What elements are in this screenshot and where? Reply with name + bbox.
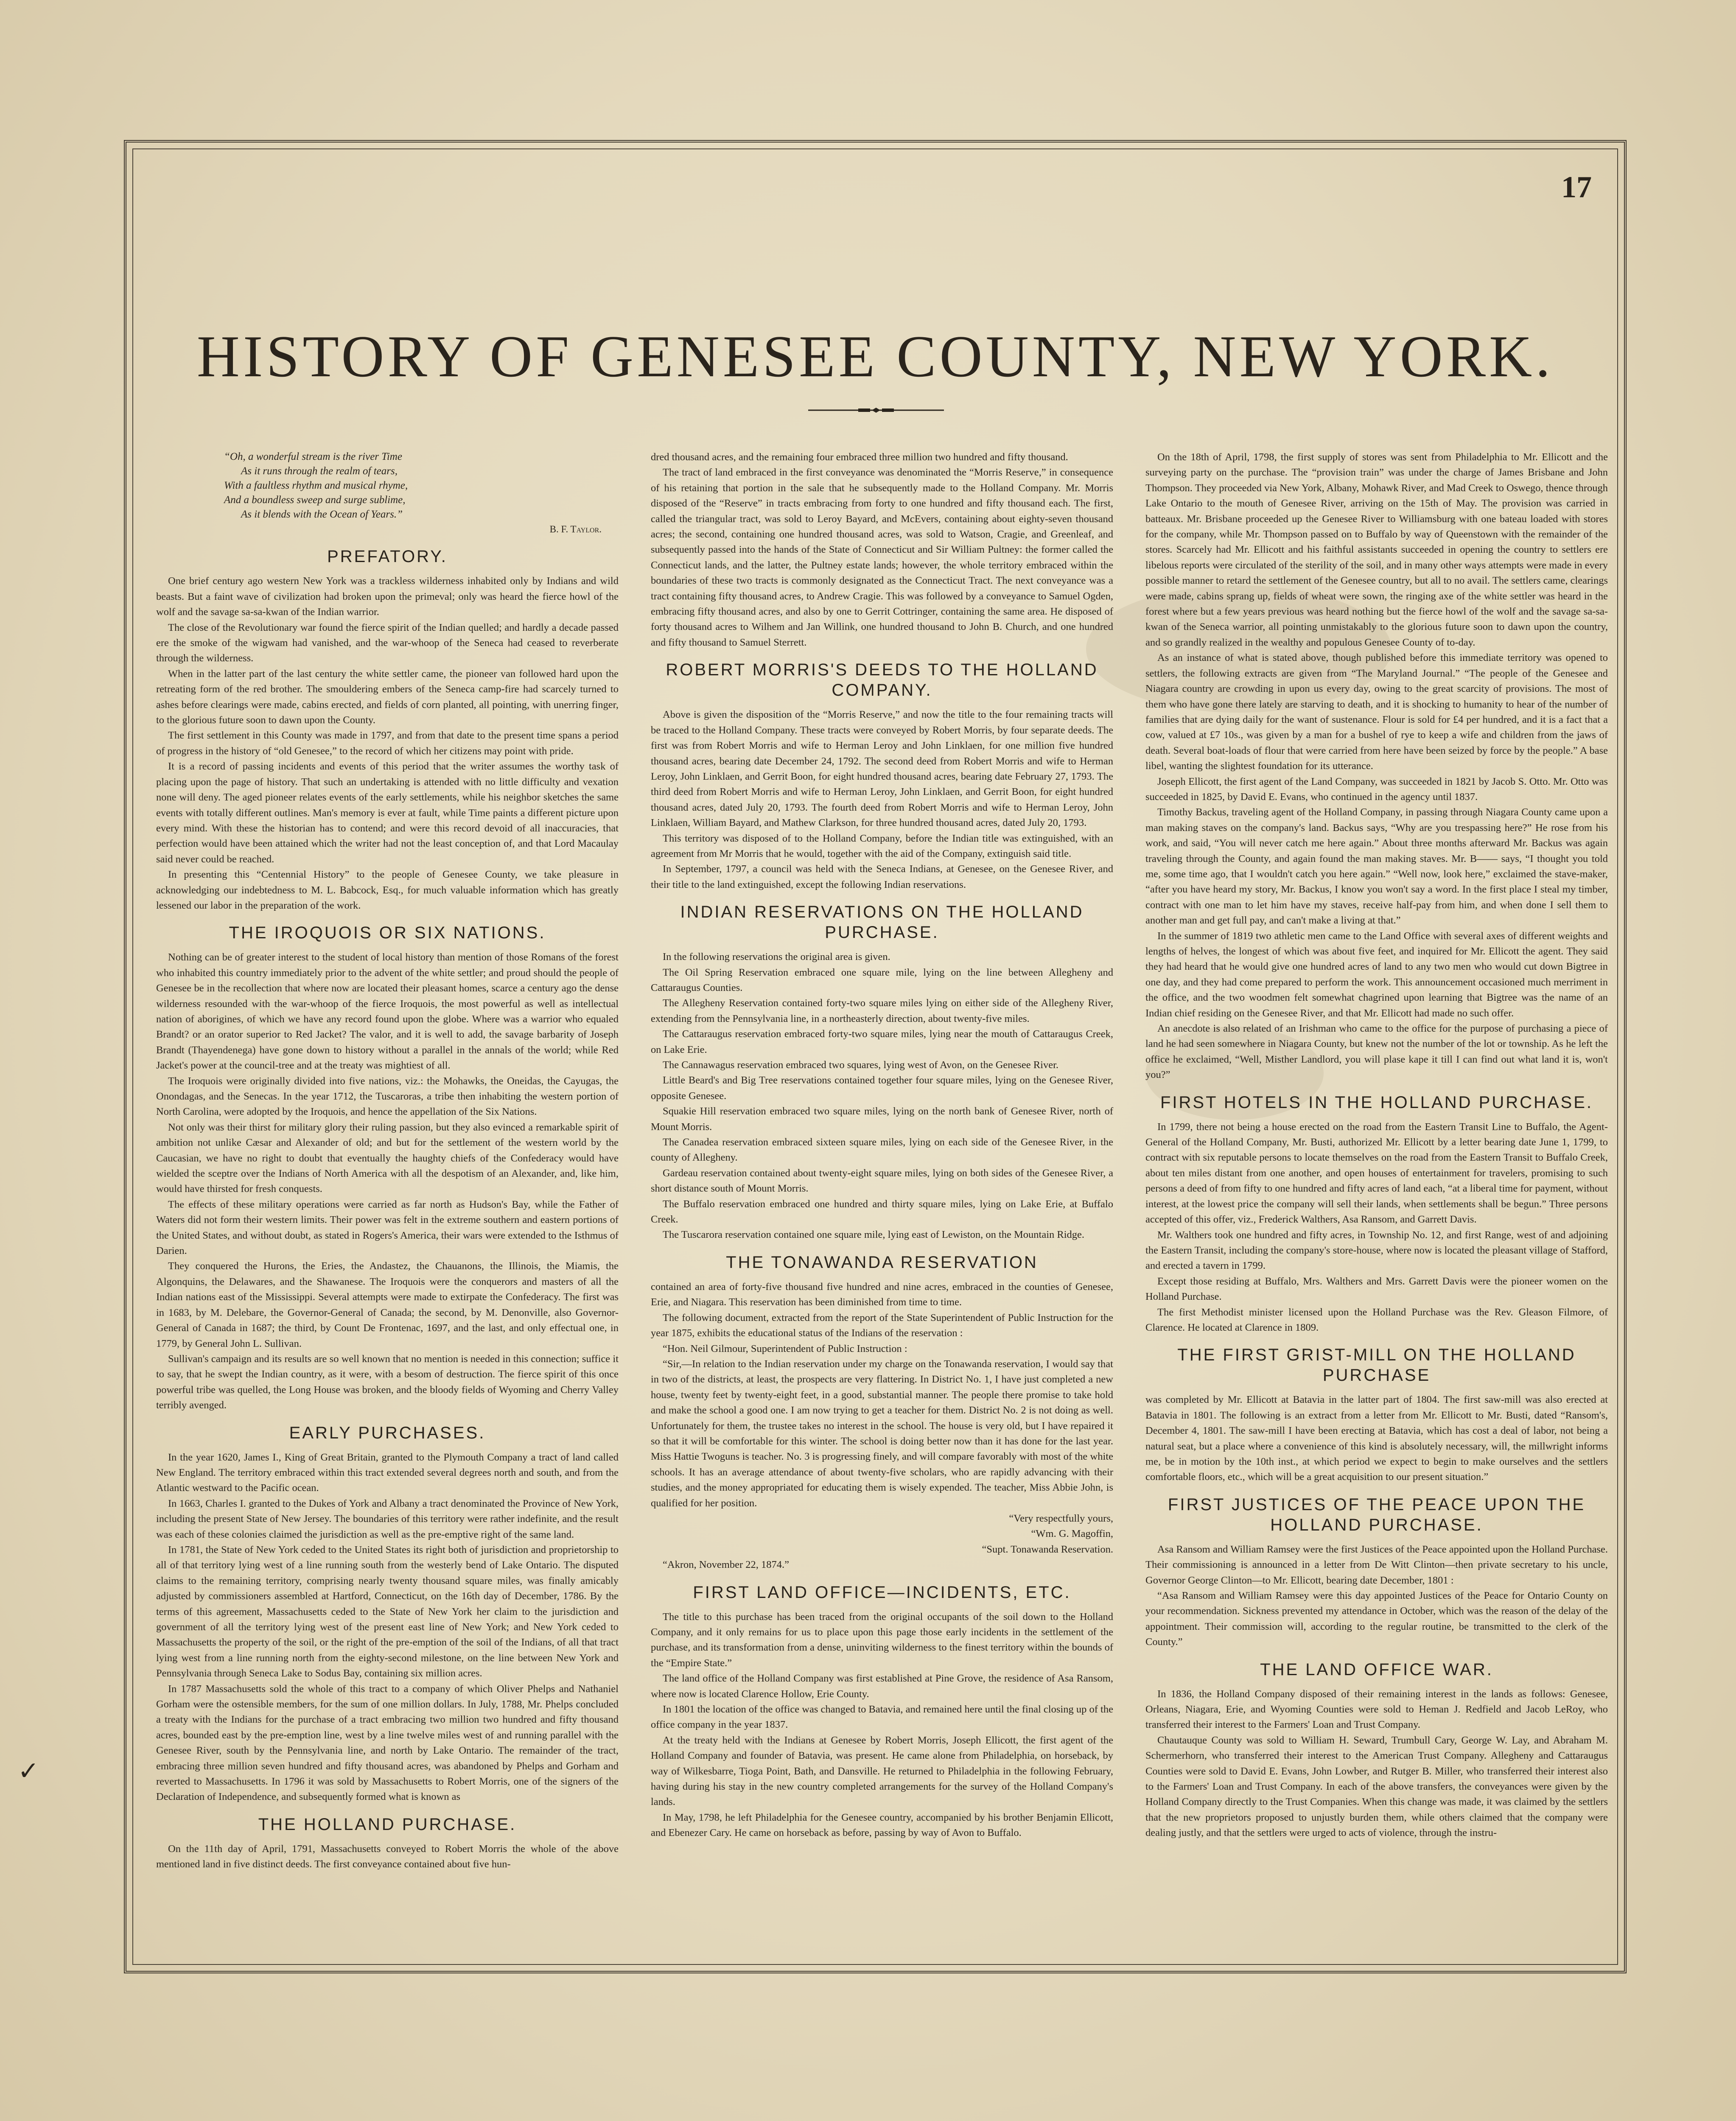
paragraph: contained an area of forty-five thousand five hundred and nine acres, embraced in the counties of Genesee, Erie, and Niagara. This reservation has been diminished from time to time. — [651, 1281, 1113, 1308]
section-heading: THE LAND OFFICE WAR. — [1260, 1660, 1493, 1679]
section-heading: EARLY PURCHASES. — [289, 1423, 486, 1442]
column-middle — [651, 450, 1113, 1841]
epigraph-line: As it runs through the realm of tears, — [241, 465, 398, 477]
paragraph: The tract of land embraced in the first conveyance was denominated the “Morris Reserve,” in consequence of his retaining that portion in the sale that he subsequently made to the Holland Company. Mr. Morris disposed of the “Reserve” in tracts embracing from forty to one hundred and fifty thousand each. The first, called the triangular tract, was sold to Leroy Bayard, and McEvers, containing about eighty-seven thousand acres; the second, containing one hundred thousand acres, was sold to Watson, Cragie, and Greenleaf, and subsequently passed into the hands of the State of Connecticut and Sir William Pultney: the former called the Connecticut lands, and the latter, the Pultney estate lands; however, the whole territory embraced within the boundaries of these two tracts is commonly designated as the Connecticut Tract. The next conveyance was a tract containing fifty thousand acres, to Andrew Cragie. This was followed by a conveyance to Samuel Ogden, embracing fifty thousand acres, and also by one to Gerrit Cottringer, containing the same area. He disposed of forty thousand acres to Wilhem and Jan Willink, one hundred thousand to John B. Church, and one hundred and fifty thousand to Samuel Sterrett. — [651, 467, 1113, 648]
paragraph: The title to this purchase has been traced from the original occupants of the soil down to the Holland Company, and it only remains for us to place upon this page those early incidents in the settlement of the purchase, and its transformation from a dense, uninviting wilderness to the finest territory within the bounds of the “Empire State.” — [651, 1611, 1113, 1669]
paragraph: Little Beard's and Big Tree reservations contained together four square miles, lying on the Genesee River, opposite Genesee. — [651, 1074, 1113, 1102]
section-heading: THE TONAWANDA RESERVATION — [726, 1253, 1038, 1272]
paragraph: Not only was their thirst for military glory their ruling passion, but they also evinced a remarkable spirit of ambition not unlike Cæsar and Alexander of old; and but for the settlement of the western world by the Caucasian, we have no right to doubt that eventually the haughty chiefs of the Confederacy would have wielded the sceptre over the Indians of North America with all the despotism of an Alexander, and, like him, would have thirsted for fresh conquests. — [156, 1121, 619, 1195]
section-heading: THE HOLLAND PURCHASE. — [258, 1815, 517, 1834]
paragraph: Sullivan's campaign and its results are so well known that no mention is needed in this connection; suffice it to say, that he swept the Indian country, as it were, with a besom of destruction. The fierce spirit of this once powerful tribe was quelled, the Long House was broken, and the bloody fields of Wyoming and Cherry Valley terribly avenged. — [156, 1353, 619, 1411]
paragraph: The Canadea reservation embraced sixteen square miles, lying on each side of the Genesee River, in the county of Allegheny. — [651, 1136, 1113, 1164]
epigraph — [224, 450, 619, 522]
signature-line: “Very respectfully yours, — [1009, 1512, 1113, 1524]
title-ornament — [808, 407, 944, 413]
paragraph: Joseph Ellicott, the first agent of the Land Company, was succeeded in 1821 by Jacob S. Otto. Mr. Otto was succeeded in 1825, by David E. Evans, who continued in the agency until 1837. — [1145, 775, 1608, 803]
section-heading: FIRST LAND OFFICE—INCIDENTS, ETC. — [693, 1583, 1071, 1602]
paragraph: In September, 1797, a council was held with the Seneca Indians, at Genesee, on the Genesee River, and their title to the land extinguished, except the following Indian reservations. — [651, 863, 1113, 890]
paragraph: Gardeau reservation contained about twenty-eight square miles, lying on both sides of the Genesee River, a short distance south of Mount Morris. — [651, 1167, 1113, 1195]
paragraph: An anecdote is also related of an Irishman who came to the office for the purpose of purchasing a piece of land he had seen somewhere in Niagara County, but knew not the number of the lot or township. As he left the office he exclaimed, “Well, Misther Landlord, you will plase kape it till I can find out what land it is, won't you?” — [1145, 1023, 1608, 1081]
paragraph: Nothing can be of greater interest to the student of local history than mention of those Romans of the forest who inhabited this country immediately prior to the advent of the white settler; and proud should the people of Genesee be in the recollection that where now are located their pleasant homes, scarce a century ago the dense wilderness resounded with the war-whoop of the fierce Iroquois, the most powerful as well as intellectual nation of aborigines, of which we have any record found upon the globe. Where was a warrior who equaled Brandt? or an orator superior to Red Jacket? The valor, and it is well to add, the savage barbarity of Joseph Brandt (Thayendenega) have gone down to history without a parallel in the annals of the world; while Red Jacket's power at the council-tree and at the treaty was mightiest of all. — [156, 951, 619, 1072]
signature-line: “Supt. Tonawanda Reservation. — [982, 1543, 1113, 1555]
paragraph: The Buffalo reservation embraced one hundred and thirty square miles, lying on Lake Erie, at Buffalo Creek. — [651, 1198, 1113, 1226]
paragraph: The close of the Revolutionary war found the fierce spirit of the Indian quelled; and hardly a decade passed ere the smoke of the wigwam had vanished, and the war-whoop of the Seneca had ceased to reverberate through the wilderness. — [156, 621, 619, 664]
paragraph: The following document, extracted from the report of the State Superintendent of Public Instruction for the year 1875, exhibits the educational status of the Indians of the reservation : — [651, 1312, 1113, 1339]
paragraph: The effects of these military operations were carried as far north as Hudson's Bay, while the Father of Waters did not form their western limits. Their power was felt in the extreme southern and eastern portions of the United States, and without doubt, as stated in Rogers's America, their wars were extended to the Isthmus of Darien. — [156, 1198, 619, 1257]
paragraph: On the 11th day of April, 1791, Massachusetts conveyed to Robert Morris the whole of the above mentioned land in five distinct deeds. The first conveyance contained about five hun- — [156, 1843, 619, 1870]
epigraph-line: And a boundless sweep and surge sublime, — [224, 494, 406, 506]
paragraph: In 1799, there not being a house erected on the road from the Eastern Transit Line to Buffalo, the Agent-General of the Holland Company, Mr. Busti, authorized Mr. Ellicott by a letter bearing date June 1, 1799, to contract with six reputable persons to locate themselves on the road from the Eastern Transit to Buffalo Creek, about ten miles distant from one another, and open houses of entertainment for travelers, promising to such persons a deed of from fifty to one hundred and fifty acres of land each, “at a liberal time for payment, without interest, at the lowest price the company will sell their lands, when settlements shall be begun.” Three persons accepted of this offer, viz., Frederick Walthers, Asa Ransom, and Garrett Davis. — [1145, 1121, 1608, 1226]
section-heading: THE IROQUOIS OR SIX NATIONS. — [229, 923, 546, 943]
paragraph: The Cannawagus reservation embraced two squares, lying west of Avon, on the Genesee River. — [663, 1059, 1058, 1071]
section-heading: PREFATORY. — [327, 547, 448, 566]
page-number: 17 — [1561, 170, 1592, 204]
right-column-body — [1145, 450, 1608, 1841]
signature-line: “Wm. G. Magoffin, — [1031, 1528, 1113, 1540]
paragraph: was completed by Mr. Ellicott at Batavia in the latter part of 1804. The first saw-mill was also erected at Batavia in 1801. The following is an extract from a letter from Mr. Ellicott to Mr. Busti, dated “Ransom's, December 4, 1801. The saw-mill I have been erecting at Batavia, which has cost a deal of labor, not being a natural seat, but a place where a convenience of this kind is absolutely necessary, will, the millwright informs me, be in motion by the 10th inst., at which period we expect to begin to make ourselves and the settlers comfortable floors, etc., which will be a great acquisition to our present situation.” — [1145, 1394, 1608, 1483]
margin-mark: ✓ — [18, 1757, 39, 1785]
paragraph: Timothy Backus, traveling agent of the Holland Company, in passing through Niagara County came upon a man making staves on the company's land. Backus says, “Why are you trespassing here?” He rose from his work, and said, “You will never catch me here again.” About three months afterward Mr. Backus was again traveling through the County, and again found the man making staves. Mr. B—— says, “I thought you told me, some time ago, that I wouldn't catch you here again.” “Well now, look here,” exclaimed the stave-maker, “after you have heard my story, Mr. Backus, I know you won't say a word. In the first place I steal my timber, contract with one man to let him have my staves, receive half-pay from him, and when done I sell them to another man and get full pay, and can't make a living at that.” — [1145, 806, 1608, 926]
paragraph: The Tuscarora reservation contained one square mile, lying east of Lewiston, on the Mountain Ridge. — [663, 1229, 1085, 1241]
paragraph: The first settlement in this County was made in 1797, and from that date to the present time spans a period of progress in the history of “old Genesee,” to the record of which her citizens may point with pride. — [156, 730, 619, 757]
paragraph: In presenting this “Centennial History” to the people of Genesee County, we take pleasure in acknowledging our indebtedness to M. L. Babcock, Esq., for much valuable information which has greatly lessened our labor in the preparation of the work. — [156, 869, 619, 911]
paragraph: Chautauque County was sold to William H. Seward, Trumbull Cary, George W. Lay, and Abraham M. Schermerhorn, who transferred their interest to the American Trust Company. Allegheny and Cattaraugus Counties were sold to David E. Evans, John Lowber, and Rutger B. Miller, who transferred their interest also to the Farmers' Loan and Trust Company. In each of the above transfers, the conveyances were given by the Holland Company directly to the Trust Companies. When this change was made, it was claimed by the settlers that the new proprietors proposed to unjustly burden them, while others claimed that the company were dealing justly, and that the settlers were urged to acts of violence, through the instru- — [1145, 1734, 1608, 1839]
epigraph-line: With a faultless rhythm and musical rhyme, — [224, 480, 408, 491]
paragraph: dred thousand acres, and the remaining four embraced three million two hundred and fifty thousand. — [651, 451, 1068, 463]
section-heading: FIRST HOTELS IN THE HOLLAND PURCHASE. — [1160, 1093, 1593, 1112]
paragraph: In 1801 the location of the office was changed to Batavia, and remained here until the final closing up of the office company in the year 1837. — [651, 1704, 1113, 1731]
paragraph: In May, 1798, he left Philadelphia for the Genesee country, accompanied by his brother Benjamin Ellicott, and Ebenezer Cary. He came on horseback as before, passing by way of Avon to Buffalo. — [651, 1811, 1113, 1839]
paragraph: In 1836, the Holland Company disposed of their remaining interest in the lands as follows: Genesee, Orleans, Niagara, Erie, and Wyoming Counties were sold to Heman J. Redfield and Jacob LeRoy, who transferred their interest to the Farmers' Loan and Trust Company. — [1145, 1688, 1608, 1731]
paragraph: The first Methodist minister licensed upon the Holland Purchase was the Rev. Gleason Filmore, of Clarence. He located at Clarence in 1809. — [1145, 1306, 1608, 1333]
paragraph: The land office of the Holland Company was first established at Pine Grove, the residence of Asa Ransom, where now is located Clarence Hollow, Erie County. — [651, 1673, 1113, 1700]
paragraph: The Oil Spring Reservation embraced one square mile, lying on the line between Allegheny and Cattaraugus Counties. — [651, 966, 1113, 993]
paragraph: “Asa Ransom and William Ramsey were this day appointed Justices of the Peace for Ontario County on your recommendation. Sickness prevented my attendance in October, which was the reason of the delay of the appointment. Their commission will, according to the regular routine, be transmitted to the clerk of the County.” — [1145, 1590, 1608, 1648]
paragraph: In the summer of 1819 two athletic men came to the Land Office with several axes of different weights and lengths of helves, the longest of which was about five feet, and inquired for Mr. Ellicott the agent. They said they had heard that he would give one hundred acres of land to any two men who would cut down Bigtree in one day, and they had come prepared to perform the work. This announcement occasioned much merriment in the office, and the two woodmen felt somewhat chagrined upon learning that Bigtree was the name of an Indian chief residing on the Genesee River, and that Mr. Ellicott had made no such offer. — [1145, 930, 1608, 1019]
paragraph: “Akron, November 22, 1874.” — [663, 1559, 790, 1571]
page-title: HISTORY OF GENESEE COUNTY, NEW YORK. — [196, 324, 1554, 389]
column-right — [1145, 450, 1608, 1841]
paragraph: Mr. Walthers took one hundred and fifty acres, in Township No. 12, and first Range, west of and adjoining the Eastern Transit, including the company's store-house, where now is located the pleasant village of Stafford, and erected a tavern in 1799. — [1145, 1229, 1608, 1272]
paragraph: Except those residing at Buffalo, Mrs. Walthers and Mrs. Garrett Davis were the pioneer women on the Holland Purchase. — [1145, 1275, 1608, 1303]
paragraph: Squakie Hill reservation embraced two square miles, lying on the north bank of Genesee River, north of Mount Morris. — [651, 1105, 1113, 1133]
paragraph: As an instance of what is stated above, though published before this immediate territory was opened to settlers, the following extracts are given from “The Maryland Journal.” “The people of the Genesee and Niagara country are crowding in upon us every day, owing to the great scarcity of provisions. The most of them who have gone there lately are starving to death, and it is shocking to humanity to hear of the number of families that are dying daily for the want of sustenance. Flour is sold for £4 per hundred, and it is a fact that a cow, valued at £7 10s., was given by a man for a bushel of rye to keep a wife and children from the jaws of death. Several boat-loads of flour that were carried from here have been seized by force by the people.” A base libel, wanting the slightest foundation for its utterance. — [1145, 652, 1608, 772]
section-heading: ROBERT MORRIS'S DEEDS TO THE HOLLAND COMPANY. — [666, 660, 1098, 700]
paragraph: When in the latter part of the last century the white settler came, the pioneer van followed hard upon the retreating form of the red brother. The smouldering embers of the Seneca camp-fire had scarcely turned to ashes before clearings were made, cabins erected, and fields of corn planted, all pointing, with unerring finger, to the glorious future soon to dawn upon the County. — [156, 668, 619, 726]
middle-column-body — [651, 450, 1113, 1841]
paragraph: “Sir,—In relation to the Indian reservation under my charge on the Tonawanda reservation, I would say that in two of the districts, at least, the prospects are very flattering. In District No. 1, I have just completed a new house, twenty feet by twenty-eight feet, in a good, substantial manner. The people there promise to take hold and make the school a good one. I am now trying to get a teacher for them. District No. 2 is not doing as well. Unfortunately for them, the trustee takes no interest in the school. The house is very old, but I have repaired it so that it will be comfortable for this winter. The school is doing better now than it has done for the last year. Miss Hattie Twoguns is teacher. No. 3 is progressing finely, and will compare favorably with most of the white schools. It has an average attendance of about twenty-five scholars, who are rapidly advancing with their studies, and the money appropriated for educating them is wisely expended. The teacher, Miss Abbie John, is qualified for her position. — [651, 1358, 1113, 1509]
section-heading: THE FIRST GRIST-MILL ON THE HOLLAND PURCHASE — [1177, 1346, 1576, 1385]
epigraph-line: As it blends with the Ocean of Years.” — [241, 509, 403, 520]
paragraph: One brief century ago western New York was a trackless wilderness inhabited only by Indians and wild beasts. But a faint wave of civilization had broken upon the primeval; only was heard the fierce howl of the wolf and the savage sa-sa-kwan of the Indian warrior. — [156, 575, 619, 618]
left-column-body — [156, 546, 619, 1872]
paragraph: In 1781, the State of New York ceded to the United States its right both of jurisdiction and proprietorship to all of that territory lying west of a line running south from the westerly bend of Lake Ontario. The disputed claims to the remaining territory, comprising nearly twenty thousand square miles, was finally amicably adjusted by commissioners assembled at Hartford, Connecticut, on the 16th day of December, 1786. By the terms of this agreement, Massachusetts ceded to the State of New York her claim to the jurisdiction and government of all the territory lying west of the present east line of New York; and New York ceded to Massachusetts the property of the soil, or the right of the pre-emption of the soil of the Indians, of all that tract lying west from a line running north from the eighty-second milestone, on the line between New York and Pennsylvania through Seneca Lake to Sodus Bay, containing six million acres. — [156, 1544, 619, 1679]
paragraph: At the treaty held with the Indians at Genesee by Robert Morris, Joseph Ellicott, the first agent of the Holland Company and founder of Batavia, was present. He came alone from Philadelphia, on horseback, by way of Wilkesbarre, Tioga Point, Bath, and Dansville. He returned to Philadelphia in the following February, having during his stay in the new country completed arrangements for the survey of the Holland Company's lands. — [651, 1734, 1113, 1808]
paragraph: On the 18th of April, 1798, the first supply of stores was sent from Philadelphia to Mr. Ellicott and the surveying party on the purchase. The “provision train” was under the charge of James Brisbane and John Thompson. They proceeded via New York, Albany, Mohawk River, and Mad Creek to Oswego, thence through Lake Ontario to the mouth of Genesee River, arriving on the 15th of May. The provision was carried in batteaux. Mr. Brisbane proceeded up the Genesee River to Williamsburg with one bateau loaded with stores for the company, while Mr. Thompson passed on to Buffalo by way of Queenstown with the remainder of the stores. Scarcely had Mr. Ellicott and his faithful assistants succeeded in opening the country to settlers ere libelous reports were circulated of the sterility of the soil, and in many other ways attempts were made in every possible manner to retard the settlement of the Genesee country, but all to no avail. The settlers came, clearings were made, cabins sprang up, fields of wheat were sown, the ringing axe of the white settler was heard in the forest where but a few years previous was heard nothing but the fierce howl of the wolf and the savage sa-sa-kwan of the Seneca warrior, all pointing unmistakably to the glorious future soon to dawn upon the country, and so grandly realized in the wealthy and populous Genesee County of to-day. — [1145, 451, 1608, 648]
paragraph: It is a record of passing incidents and events of this period that the writer assumes the worthy task of placing upon the page of history. That such an undertaking is attended with no little difficulty and vexation none will deny. The aged pioneer relates events of the early settlements, while his neighbor sketches the same events with totally different outlines. Man's memory is ever at fault, while Time paints a different picture upon every mind. With these the historian has to contend; and were this record devoid of all inaccuracies, that perfection would have been attained which the writer had not the least conception of, and that Lord Macaulay said never could be reached. — [156, 761, 619, 865]
paragraph: In 1663, Charles I. granted to the Dukes of York and Albany a tract denominated the Province of New York, including the present State of New Jersey. The boundaries of this territory were rather indefinite, and the result was each of these colonies claimed the jurisdiction as well as the pre-emptive right of the same land. — [156, 1497, 619, 1540]
paragraph: Above is given the disposition of the “Morris Reserve,” and now the title to the four remaining tracts will be traced to the Holland Company. These tracts were conveyed by Robert Morris, by four separate deeds. The first was from Robert Morris and wife to Herman Leroy and John Linklaen, for one million five hundred thousand acres, bearing date December 24, 1792. The second deed from Robert Morris and wife to Herman Leroy, John Linklaen, and Gerrit Boon, for eight hundred thousand acres, bearing date February 27, 1793. The third deed from Robert Morris and wife to Herman Leroy, John Linklaen, and Gerrit Boon, for eight hundred thousand acres, dated July 20, 1793. The fourth deed from Robert Morris and wife to Herman Leroy, John Linklaen, William Bayard, and Mathew Clarkson, for three hundred thousand acres, dated July 20, 1793. — [651, 709, 1113, 829]
paragraph: In the year 1620, James I., King of Great Britain, granted to the Plymouth Company a tract of land called New England. The territory embraced within this tract extended several degrees north and south, and from the Atlantic westward to the Pacific ocean. — [156, 1451, 619, 1494]
paragraph: Asa Ransom and William Ramsey were the first Justices of the Peace appointed upon the Holland Purchase. Their commissioning is announced in a letter from De Witt Clinton—then private secretary to his uncle, Governor George Clinton—to Mr. Ellicott, bearing date December, 1801 : — [1145, 1543, 1608, 1586]
paragraph: “Hon. Neil Gilmour, Superintendent of Public Instruction : — [663, 1343, 907, 1354]
paragraph: In the following reservations the original area is given. — [663, 951, 890, 963]
paragraph: The Allegheny Reservation contained forty-two square miles lying on either side of the Allegheny River, extending from the Pennsylvania line, in a northeasterly direction, about twenty-five miles. — [651, 997, 1113, 1024]
paragraph: The Cattaraugus reservation embraced forty-two square miles, lying near the mouth of Cattaraugus Creek, on Lake Erie. — [651, 1028, 1113, 1055]
paragraph: This territory was disposed of to the Holland Company, before the Indian title was extinguished, with an agreement from Mr Morris that he would, together with the aid of the Company, extinguish said title. — [651, 832, 1113, 859]
epigraph-line: “Oh, a wonderful stream is the river Time — [224, 451, 402, 462]
paragraph: The Iroquois were originally divided into five nations, viz.: the Mohawks, the Oneidas, the Cayugas, the Onondagas, and the Senecas. In the year 1712, the Tuscaroras, a tribe then inhabiting the western portion of North Carolina, were adopted by the Iroquois, and hence the appellation of the Six Nations. — [156, 1075, 619, 1118]
paragraph: They conquered the Hurons, the Eries, the Andastez, the Chauanons, the Illinois, the Miamis, the Algonquins, the Delawares, and the Shawanese. The Iroquois were the conquerors and masters of all the Indian nations east of the Mississippi. Several attempts were made to extirpate the Confederacy. The first was in 1683, by M. Delebare, the Governor-General of Canada; the second, by M. Denonville, also Governor-General of Canada in 1687; the third, by Count De Frontenac, 1697, and the last, and only effectual one, in 1779, by General John L. Sullivan. — [156, 1260, 619, 1349]
epigraph-author: B. F. Taylor. — [549, 524, 602, 534]
paragraph: In 1787 Massachusetts sold the whole of this tract to a company of which Oliver Phelps and Nathaniel Gorham were the ostensible members, for the sum of one million dollars. In July, 1788, Mr. Phelps concluded a treaty with the Indians for the purchase of a tract embracing two million two hundred and fifty thousand acres, bounded east by the pre-emption line, west by a line twelve miles west of and running parallel with the Genesee River, south by the Pennsylvania line, and north by Lake Ontario. The remainder of the tract, embracing three million seven hundred and fifty thousand acres, was abandoned by Phelps and Gorham and reverted to Massachusetts. In 1796 it was sold by Massachusetts to Robert Morris, one of the signers of the Declaration of Independence, and subsequently formed what is known as — [156, 1683, 619, 1803]
section-heading: FIRST JUSTICES OF THE PEACE UPON THE HOLLAND PURCHASE. — [1168, 1495, 1586, 1534]
section-heading: INDIAN RESERVATIONS ON THE HOLLAND PURCHASE. — [680, 903, 1084, 942]
column-left — [156, 450, 619, 1872]
